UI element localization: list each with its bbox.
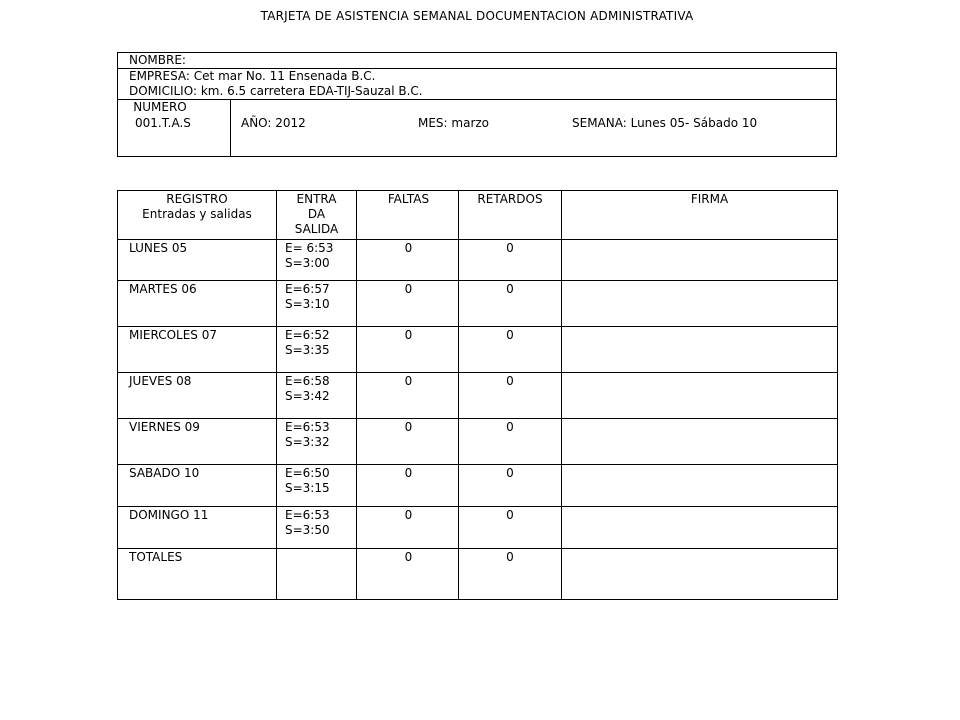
entrada-time: E=6:57 (285, 282, 330, 296)
page-title: TARJETA DE ASISTENCIA SEMANAL DOCUMENTACION ADMINISTRATIVA (260, 9, 694, 23)
totals-firma-cell[interactable] (562, 549, 838, 600)
retardos-cell (459, 281, 562, 327)
header-retardos: RETARDOS (459, 191, 562, 240)
salida-time: S=3:00 (285, 256, 330, 270)
employee-info-box (117, 52, 837, 157)
faltas-cell (357, 419, 459, 465)
firma-cell[interactable] (562, 327, 838, 373)
period-row (118, 100, 836, 156)
attendance-table (117, 190, 838, 600)
faltas-value: 0 (404, 508, 413, 522)
retardos-value: 0 (506, 508, 514, 522)
table-row (118, 281, 838, 327)
numero-cell (118, 100, 231, 156)
faltas-cell (357, 281, 459, 327)
salida-time: S=3:35 (285, 343, 330, 357)
nombre-field: NOMBRE: (118, 53, 836, 69)
faltas-cell (357, 240, 459, 281)
retardos-cell (459, 507, 562, 549)
header-registro (118, 191, 277, 240)
firma-cell[interactable] (562, 507, 838, 549)
header-entrada-salida (277, 191, 357, 240)
retardos-value: 0 (506, 466, 514, 480)
times-cell (277, 465, 357, 507)
entrada-time: E=6:50 (285, 466, 330, 480)
header-entrada-line1: ENTRA (296, 192, 337, 206)
day-cell: VIERNES 09 (118, 419, 277, 465)
header-entrada-line2: DA (307, 207, 326, 221)
day-cell: DOMINGO 11 (118, 507, 277, 549)
times-cell (277, 507, 357, 549)
retardos-cell (459, 240, 562, 281)
faltas-value: 0 (404, 328, 413, 342)
faltas-cell (357, 507, 459, 549)
retardos-value: 0 (506, 241, 514, 255)
times-cell (277, 240, 357, 281)
table-row (118, 507, 838, 549)
entrada-time: E=6:58 (285, 374, 330, 388)
entrada-time: E= 6:53 (285, 241, 334, 255)
times-cell (277, 327, 357, 373)
faltas-value: 0 (404, 282, 413, 296)
retardos-cell (459, 465, 562, 507)
day-cell: LUNES 05 (118, 240, 277, 281)
numero-label: NUMERO (133, 100, 187, 114)
header-registro-label: REGISTRO (166, 192, 228, 206)
day-cell: MARTES 06 (118, 281, 277, 327)
day-cell: SABADO 10 (118, 465, 277, 507)
retardos-value: 0 (506, 420, 514, 434)
header-firma: FIRMA (562, 191, 838, 240)
firma-cell[interactable] (562, 465, 838, 507)
salida-time: S=3:50 (285, 523, 330, 537)
table-row (118, 240, 838, 281)
firma-cell[interactable] (562, 419, 838, 465)
faltas-cell (357, 465, 459, 507)
header-registro-sub: Entradas y salidas (142, 207, 252, 221)
totals-retardos-value: 0 (506, 550, 514, 564)
salida-time: S=3:10 (285, 297, 330, 311)
empresa-domicilio-block (118, 68, 836, 100)
header-faltas: FALTAS (357, 191, 459, 240)
firma-cell[interactable] (562, 281, 838, 327)
anio-field: AÑO: 2012 (241, 116, 306, 130)
table-row (118, 419, 838, 465)
totals-retardos-cell (459, 549, 562, 600)
retardos-value: 0 (506, 282, 514, 296)
table-header-row (118, 191, 838, 240)
entrada-time: E=6:53 (285, 508, 330, 522)
domicilio-field: DOMICILIO: km. 6.5 carretera EDA-TIJ-Sauzal B.C. (129, 84, 423, 98)
retardos-value: 0 (506, 374, 514, 388)
faltas-value: 0 (404, 374, 413, 388)
totals-label: TOTALES (118, 549, 277, 600)
times-cell (277, 281, 357, 327)
times-cell (277, 419, 357, 465)
firma-cell[interactable] (562, 240, 838, 281)
day-cell: JUEVES 08 (118, 373, 277, 419)
salida-time: S=3:15 (285, 481, 330, 495)
entrada-time: E=6:53 (285, 420, 330, 434)
faltas-cell (357, 327, 459, 373)
times-cell (277, 373, 357, 419)
entrada-time: E=6:52 (285, 328, 330, 342)
empresa-field: EMPRESA: Cet mar No. 11 Ensenada B.C. (129, 69, 376, 83)
salida-time: S=3:32 (285, 435, 330, 449)
faltas-value: 0 (404, 241, 413, 255)
totals-faltas-cell (357, 549, 459, 600)
faltas-cell (357, 373, 459, 419)
totals-row (118, 549, 838, 600)
totals-faltas-value: 0 (404, 550, 413, 564)
mes-field: MES: marzo (418, 116, 490, 130)
faltas-value: 0 (404, 420, 413, 434)
semana-field: SEMANA: Lunes 05- Sábado 10 (572, 116, 758, 130)
header-entrada-line3: SALIDA (294, 222, 339, 236)
retardos-cell (459, 327, 562, 373)
salida-time: S=3:42 (285, 389, 330, 403)
totals-times-cell (277, 549, 357, 600)
retardos-value: 0 (506, 328, 514, 342)
retardos-cell (459, 373, 562, 419)
table-row (118, 327, 838, 373)
day-cell: MIERCOLES 07 (118, 327, 277, 373)
faltas-value: 0 (404, 466, 413, 480)
retardos-cell (459, 419, 562, 465)
firma-cell[interactable] (562, 373, 838, 419)
table-row (118, 373, 838, 419)
numero-value: 001.T.A.S (135, 116, 191, 130)
table-row (118, 465, 838, 507)
